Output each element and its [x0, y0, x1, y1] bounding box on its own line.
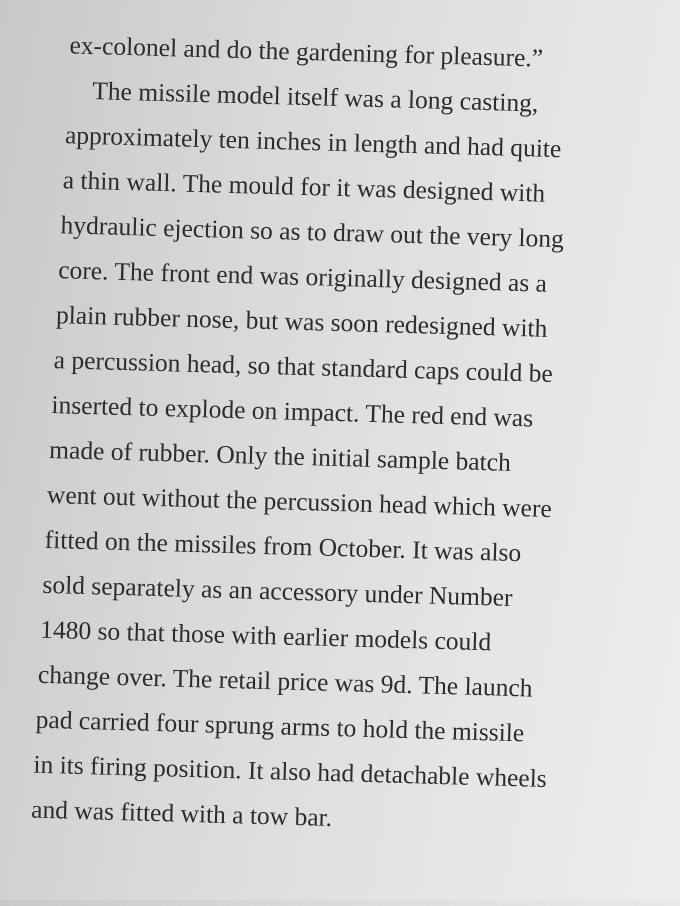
text-line: core. The front end was originally designed as a: [57, 255, 548, 298]
next-heading-fragment: [55, 884, 136, 906]
text-line: and was fitted with a tow bar.: [30, 794, 333, 833]
text-line: made of rubber. Only the initial sample batch: [48, 434, 512, 477]
text-line: in its firing position. It also had detachable wheels: [33, 749, 548, 793]
text-line: change over. The retail price was 9d. The launch: [37, 659, 533, 703]
text-line: pad carried four sprung arms to hold the missile: [35, 704, 525, 748]
text-line: plain rubber nose, but was soon redesigned with: [55, 300, 548, 343]
text-line: went out without the percussion head which were: [46, 479, 553, 524]
text-line: inserted to explode on impact. The red end was: [51, 390, 534, 433]
text-line: approximately ten inches in length and had quite: [64, 120, 562, 164]
text-line: 1480 so that those with earlier models could: [39, 614, 492, 657]
text-line: fitted on the missiles from October. It was also: [44, 524, 522, 568]
text-line: sold separately as an accessory under Number: [42, 569, 513, 612]
text-line: ex-colonel and do the gardening for pleasure.”: [69, 30, 544, 73]
text-line: a percussion head, so that standard caps could be: [53, 345, 554, 389]
body-paragraph: [30, 30, 646, 833]
text-line: hydraulic ejection so as to draw out the very long: [60, 210, 565, 254]
text-line: a thin wall. The mould for it was designed with: [62, 165, 546, 208]
text-line: The missile model itself was a long casting,: [91, 76, 539, 118]
